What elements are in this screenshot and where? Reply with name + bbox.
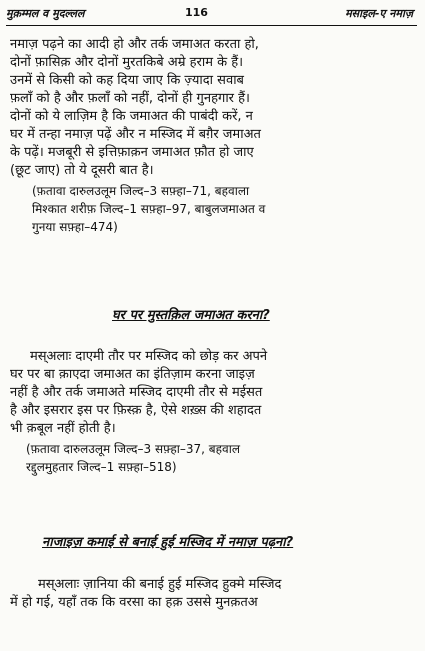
- paragraph-line: मस्अलाः दाएमी तौर पर मस्जिद को छोड़ कर अपने: [30, 349, 268, 364]
- paragraph-line: नहीं है और तर्क जमाअते मस्जिद दाएमी तौर से मईसत: [10, 385, 263, 400]
- paragraph-line: उनमें से किसी को कह दिया जाए कि ज़्यादा सवाब: [10, 73, 244, 88]
- paragraph-1: [10, 36, 415, 180]
- reference-2: [26, 440, 240, 476]
- page-header: [0, 0, 425, 34]
- paragraph-line: भी क़बूल नहीं होती है।: [10, 421, 116, 436]
- section-heading-1: घर पर मुस्तक़िल जमाअत करना?: [112, 308, 270, 323]
- paragraph-line: (छूट जाए) तो ये दूसरी बात है।: [10, 163, 154, 178]
- paragraph-line: नमाज़ पढ़ने का आदी हो और तर्क जमाअत करता हो,: [10, 37, 259, 52]
- header-rule: [6, 25, 417, 26]
- paragraph-line: मस्अलाः ज़ानिया की बनाई हुई मस्जिद हुक्मे मस्जिद: [38, 577, 282, 592]
- paragraph-line: के पढ़ें। मजबूरी से इत्तिफ़ाक़न जमाअत फ़ौत हो जाए: [10, 145, 254, 160]
- paragraph-line: में हो गई, यहाँ तक कि वरसा का हक़ उससे मुनक़तअ: [10, 595, 258, 610]
- paragraph-line: घर पर बा क़ाएदा जमाअत का इंतिज़ाम करना जाइज़: [10, 367, 255, 382]
- reference-line: रद्दुलमुहतार जिल्द–1 सफ़्हा–518): [26, 460, 177, 474]
- book-title: मुक़म्मल व मुदल्लल: [6, 7, 85, 20]
- reference-1: [32, 182, 265, 236]
- paragraph-line: है और इसरार इस पर फ़िस्क़ है, ऐसे शख़्स की शहादत: [10, 403, 262, 418]
- reference-line: (फ़तावा दारुलउलूम जिल्द–3 सफ़्हा–71, बहवाला: [32, 184, 250, 198]
- paragraph-3: [10, 576, 415, 612]
- reference-line: मिश्कात शरीफ़ जिल्द–1 सफ़्हा–97, बाबुलजमाअत व: [32, 202, 266, 216]
- paragraph-2: [10, 348, 415, 438]
- reference-line: गुनया सफ़्हा–474): [32, 220, 118, 234]
- paragraph-line: दोनों को ये लाज़िम है कि जमाअत की पाबंदी करें, न: [10, 109, 253, 124]
- paragraph-line: घर में तन्हा नमाज़ पढ़ें और न मस्जिद में बग़ैर जमाअत: [10, 127, 261, 142]
- chapter-title: मसाइल-ए नमाज़: [345, 7, 413, 20]
- section-heading-2: नाजाइज़ कमाई से बनाई हुई मस्जिद में नमाज़ पढ़ना?: [42, 535, 294, 550]
- page-number: 116: [185, 6, 208, 19]
- paragraph-line: फ़लाँ को है और फ़लाँ को नहीं, दोनों ही गुनहगार हैं।: [10, 91, 250, 106]
- paragraph-line: दोनों फ़ासिक़ और दोनों मुरतकिबे अम्रे हराम के हैं।: [10, 55, 244, 70]
- reference-line: (फ़तावा दारुलउलूम जिल्द–3 सफ़्हा–37, बहवाल: [26, 442, 240, 456]
